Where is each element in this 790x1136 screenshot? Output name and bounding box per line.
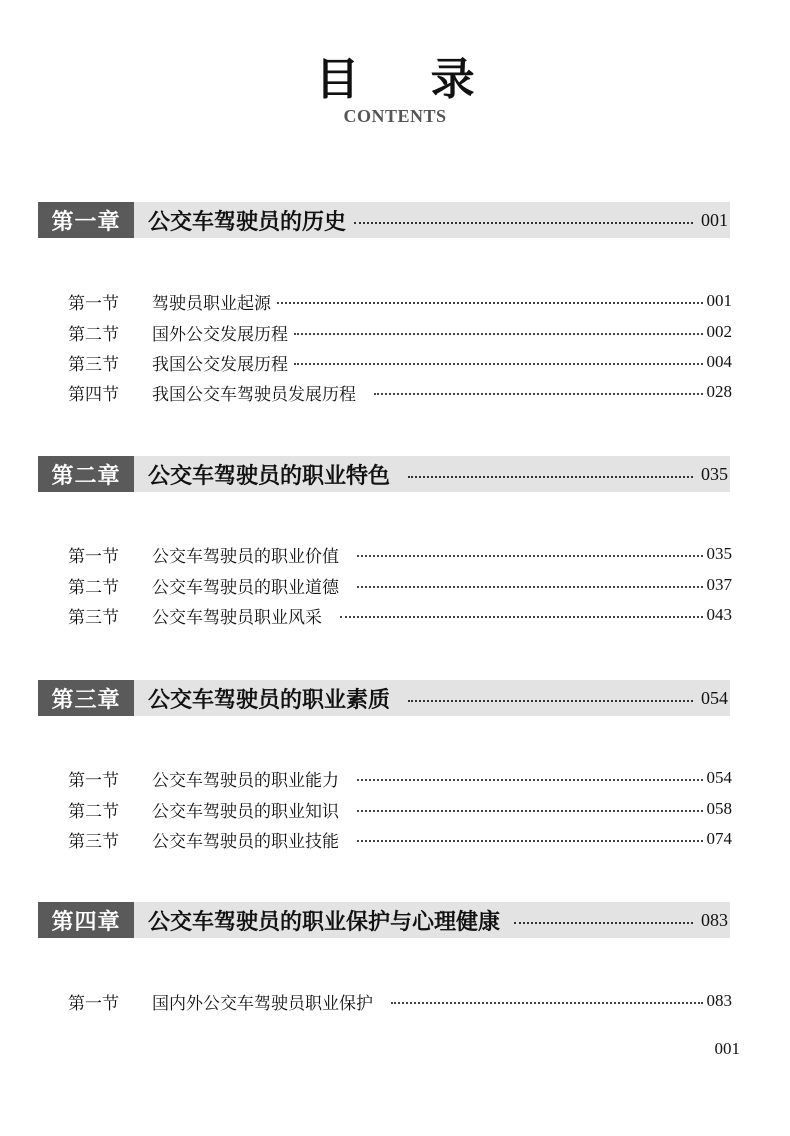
section-page: 002 xyxy=(706,322,732,341)
section-page: 004 xyxy=(706,352,732,371)
section-title: 国内外公交车驾驶员职业保护 xyxy=(152,993,373,1014)
dot-leader xyxy=(354,222,693,224)
section-number: 第一节 xyxy=(68,546,119,567)
section-1-2[interactable] xyxy=(68,318,732,346)
dot-leader xyxy=(408,700,693,702)
section-1-4[interactable] xyxy=(68,378,732,406)
dot-leader xyxy=(357,779,703,781)
chapter-page: 083 xyxy=(701,909,728,930)
section-number: 第二节 xyxy=(68,324,119,345)
chapter-title: 公交车驾驶员的职业素质 xyxy=(148,686,391,713)
chapter-2-heading[interactable] xyxy=(38,456,730,492)
dot-leader xyxy=(357,586,703,588)
page-number: 001 xyxy=(714,1039,740,1058)
dot-leader xyxy=(391,1002,703,1004)
section-3-2[interactable] xyxy=(68,795,732,823)
dot-leader xyxy=(294,333,703,335)
dot-leader xyxy=(374,393,703,395)
section-number: 第四节 xyxy=(68,384,119,405)
section-page: 058 xyxy=(706,799,732,818)
section-page: 054 xyxy=(706,768,732,787)
section-number: 第一节 xyxy=(68,293,119,314)
chapter-page: 035 xyxy=(701,463,728,484)
section-title: 公交车驾驶员的职业技能 xyxy=(152,831,339,852)
section-page: 001 xyxy=(706,291,732,310)
section-2-1[interactable] xyxy=(68,540,732,568)
dot-leader xyxy=(408,476,693,478)
section-3-1[interactable] xyxy=(68,764,732,792)
dot-leader xyxy=(357,810,703,812)
chapter-page: 054 xyxy=(701,687,728,708)
section-page: 083 xyxy=(706,991,732,1010)
chapter-number: 第四章 xyxy=(38,902,134,938)
section-title: 公交车驾驶员职业风采 xyxy=(152,607,322,628)
section-number: 第三节 xyxy=(68,831,119,852)
chapter-3-heading[interactable] xyxy=(38,680,730,716)
section-title: 公交车驾驶员的职业知识 xyxy=(152,801,339,822)
section-number: 第一节 xyxy=(68,993,119,1014)
dot-leader xyxy=(357,840,703,842)
dot-leader xyxy=(277,302,703,304)
dot-leader xyxy=(340,616,703,618)
section-title: 国外公交发展历程 xyxy=(152,324,288,345)
chapter-page: 001 xyxy=(701,209,728,230)
section-number: 第三节 xyxy=(68,607,119,628)
chapter-number: 第二章 xyxy=(38,456,134,492)
section-1-3[interactable] xyxy=(68,348,732,376)
section-2-2[interactable] xyxy=(68,571,732,599)
chapter-1-heading[interactable] xyxy=(38,202,730,238)
chapter-4-heading[interactable] xyxy=(38,902,730,938)
chapter-number: 第三章 xyxy=(38,680,134,716)
dot-leader xyxy=(514,922,693,924)
section-number: 第一节 xyxy=(68,770,119,791)
section-number: 第二节 xyxy=(68,801,119,822)
section-title: 我国公交发展历程 xyxy=(152,354,288,375)
section-3-3[interactable] xyxy=(68,825,732,853)
section-title: 公交车驾驶员的职业道德 xyxy=(152,577,339,598)
section-page: 074 xyxy=(706,829,732,848)
dot-leader xyxy=(357,555,703,557)
chapter-title: 公交车驾驶员的职业保护与心理健康 xyxy=(148,908,501,935)
section-1-1[interactable] xyxy=(68,287,732,315)
page-title: 目 录 xyxy=(315,54,503,105)
section-page: 035 xyxy=(706,544,732,563)
section-title: 我国公交车驾驶员发展历程 xyxy=(152,384,356,405)
section-title: 公交车驾驶员的职业能力 xyxy=(152,770,339,791)
chapter-title: 公交车驾驶员的职业特色 xyxy=(148,462,391,489)
page-subtitle: CONTENTS xyxy=(343,106,447,126)
section-number: 第三节 xyxy=(68,354,119,375)
chapter-title: 公交车驾驶员的历史 xyxy=(148,208,347,235)
dot-leader xyxy=(294,363,703,365)
section-page: 037 xyxy=(706,575,732,594)
section-title: 驾驶员职业起源 xyxy=(152,293,271,314)
section-page: 043 xyxy=(706,605,732,624)
section-title: 公交车驾驶员的职业价值 xyxy=(152,546,339,567)
section-2-3[interactable] xyxy=(68,601,732,629)
chapter-number: 第一章 xyxy=(38,202,134,238)
section-page: 028 xyxy=(706,382,732,401)
section-4-1[interactable] xyxy=(68,987,732,1015)
section-number: 第二节 xyxy=(68,577,119,598)
